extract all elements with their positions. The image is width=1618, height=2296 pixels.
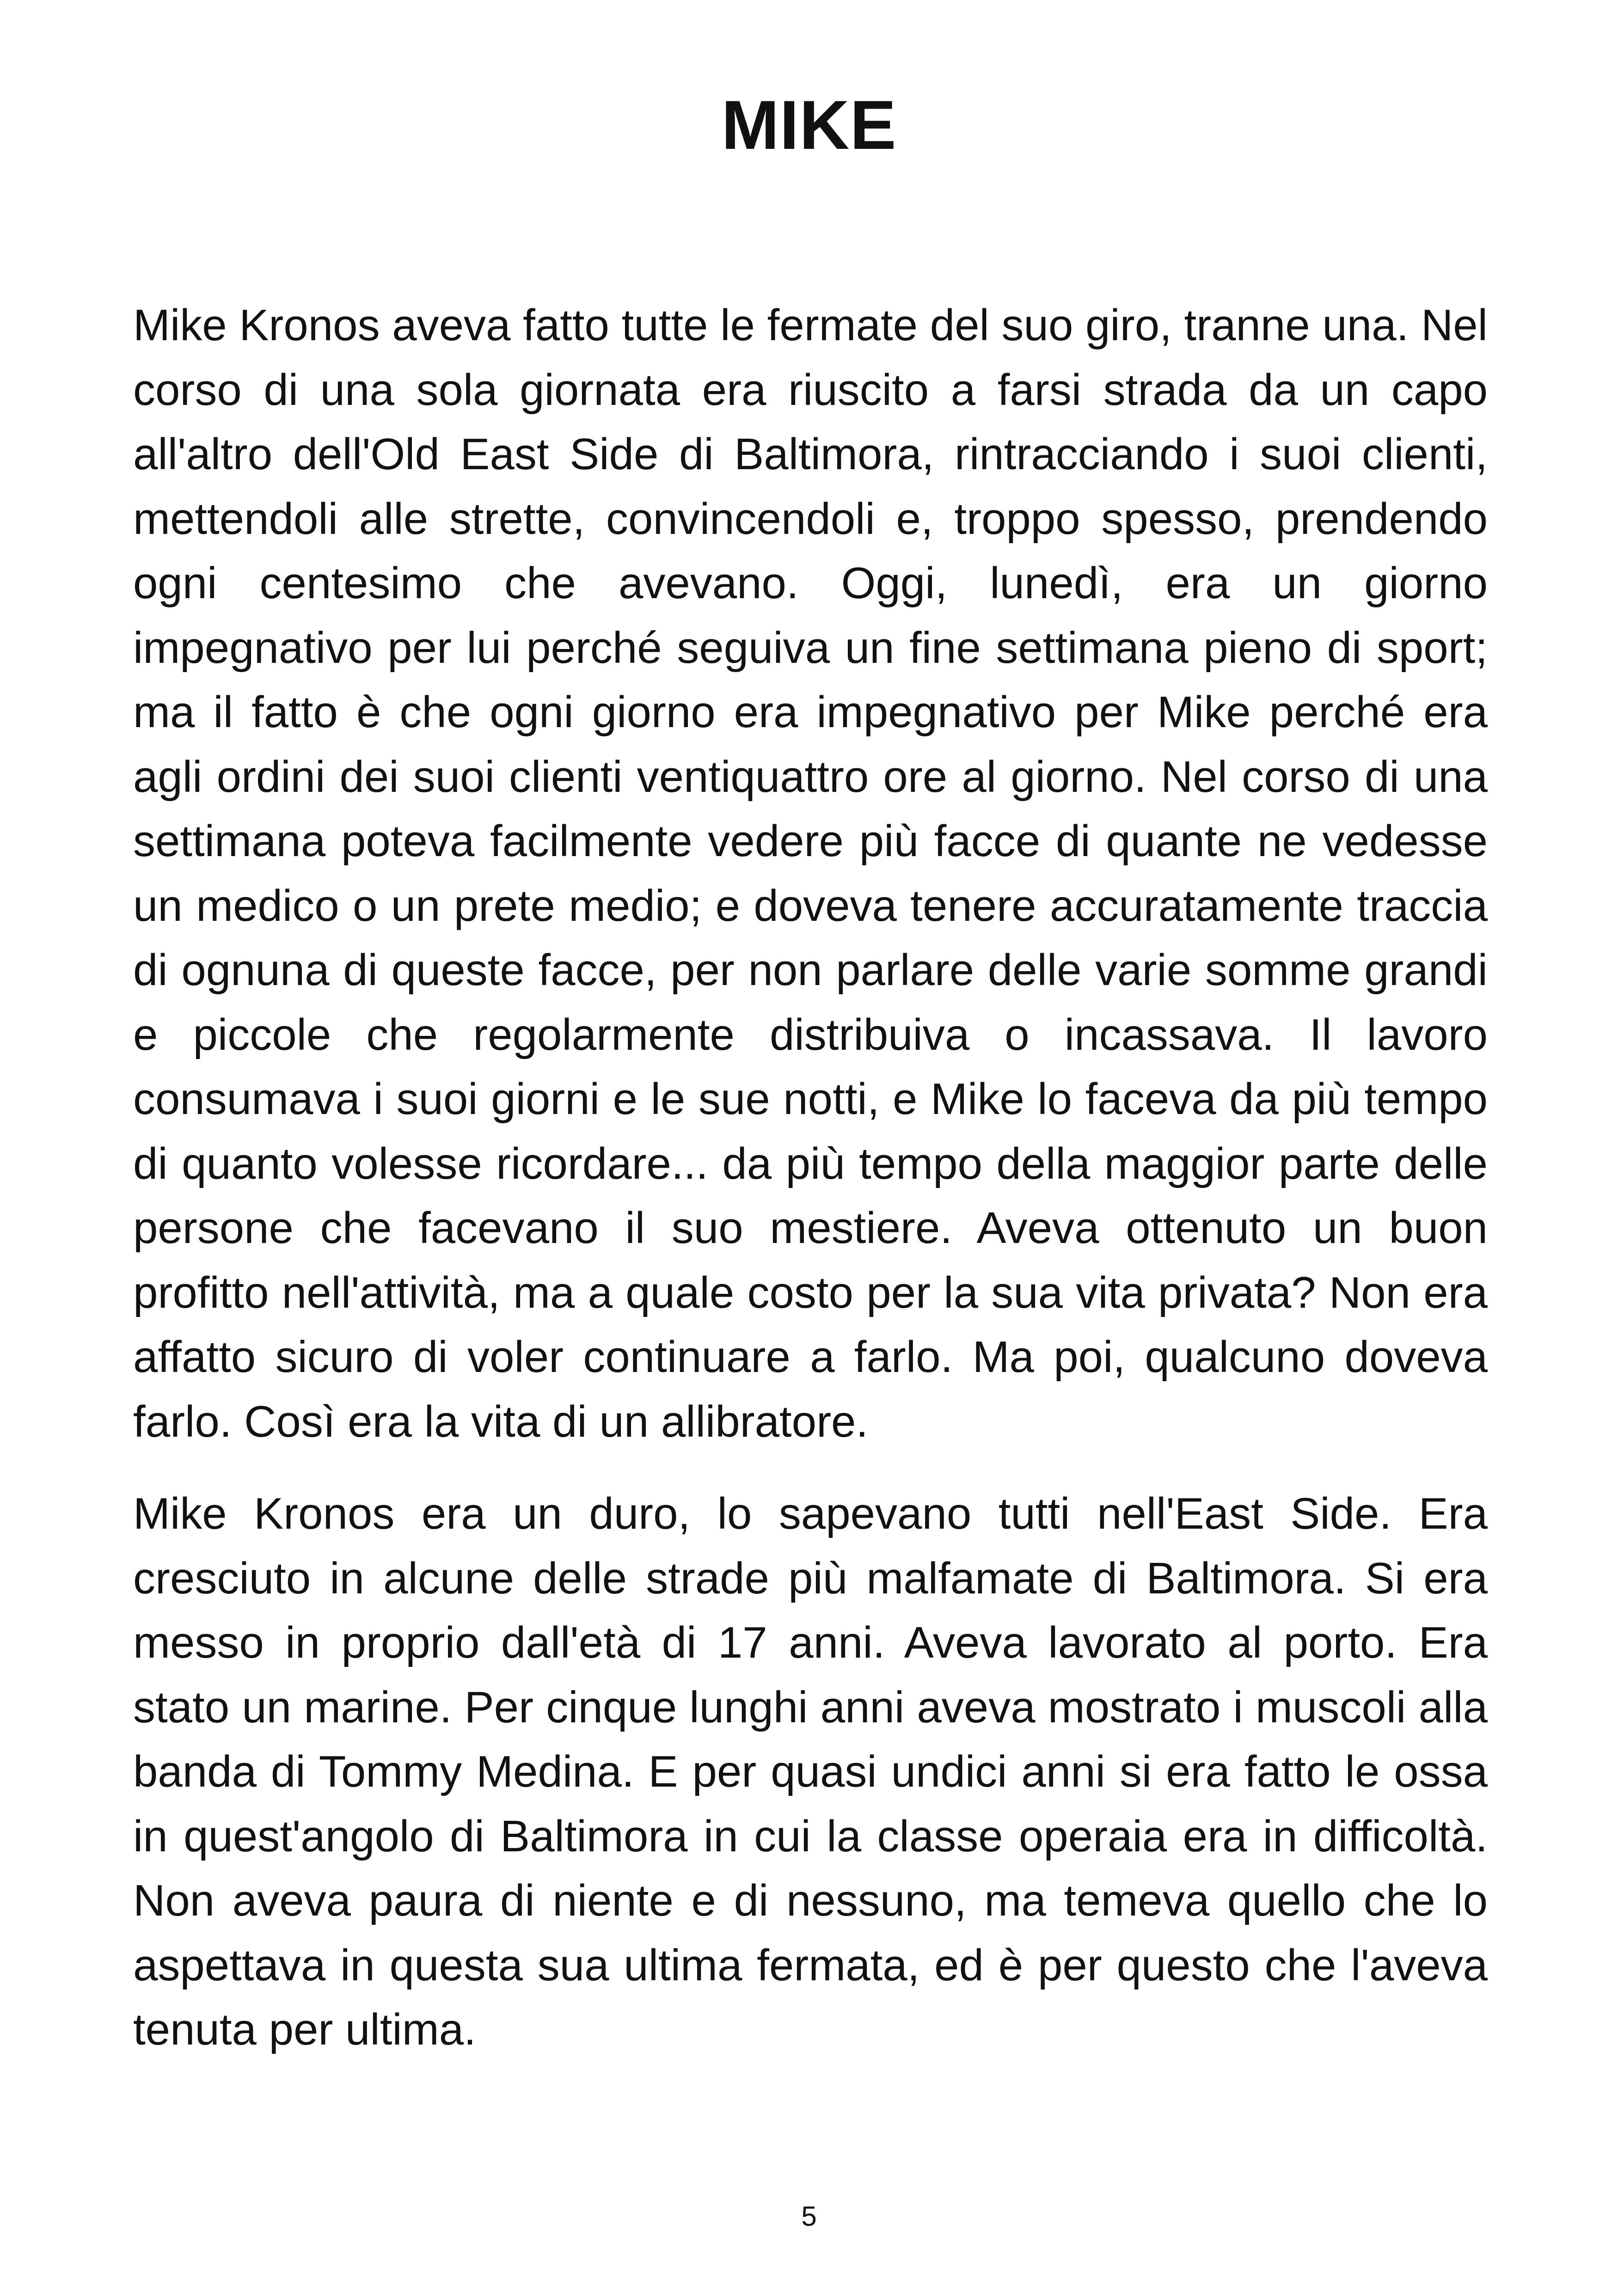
paragraph-2: Mike Kronos era un duro, lo sapevano tutti nell'East Side. Era cresciuto in alcune delle strade più malfamate di Baltimora. Si era messo in proprio dall'età di 17 anni. Aveva lavorato al porto. Era stato un marine. Per cinque lunghi anni aveva mostrato i muscoli alla banda di Tommy Medina. E per quasi undici anni si era fatto le ossa in quest'angolo di Baltimora in cui la classe operaia era in difficoltà. Non aveva paura di niente e di nessuno, ma temeva quello che lo aspettava in questa sua ultima fermata, ed è per questo che l'aveva tenuta per ultima. [133, 1489, 1488, 2054]
paragraph-1: Mike Kronos aveva fatto tutte le fermate del suo giro, tranne una. Nel corso di una sola giornata era riuscito a farsi strada da un capo all'altro dell'Old East Side di Baltimora, rintracciando i suoi clienti, mettendoli alle strette, convincendoli e, troppo spesso, prendendo ogni centesimo che avevano. Oggi, lunedì, era un giorno impegnativo per lui perché seguiva un fine settimana pieno di sport; ma il fatto è che ogni giorno era impegnativo per Mike perché era agli ordini dei suoi clienti ventiquattro ore al giorno. Nel corso di una settimana poteva facilmente vedere più facce di quante ne vedesse un medico o un prete medio; e doveva tenere accuratamente traccia di ognuna di queste facce, per non parlare delle varie somme grandi e piccole che regolarmente distribuiva o incassava. Il lavoro consumava i suoi giorni e le sue notti, e Mike lo faceva da più tempo di quanto volesse ricordare... da più tempo della maggior parte delle persone che facevano il suo mestiere. Aveva ottenuto un buon profitto nell'attività, ma a quale costo per la sua vita privata? Non era affatto sicuro di voler continuare a farlo. Ma poi, qualcuno doveva farlo. Così era la vita di un allibratore. [133, 300, 1488, 1446]
body-text [133, 293, 1488, 2062]
chapter-title: MIKE [721, 86, 897, 164]
page-number: 5 [801, 2201, 817, 2232]
